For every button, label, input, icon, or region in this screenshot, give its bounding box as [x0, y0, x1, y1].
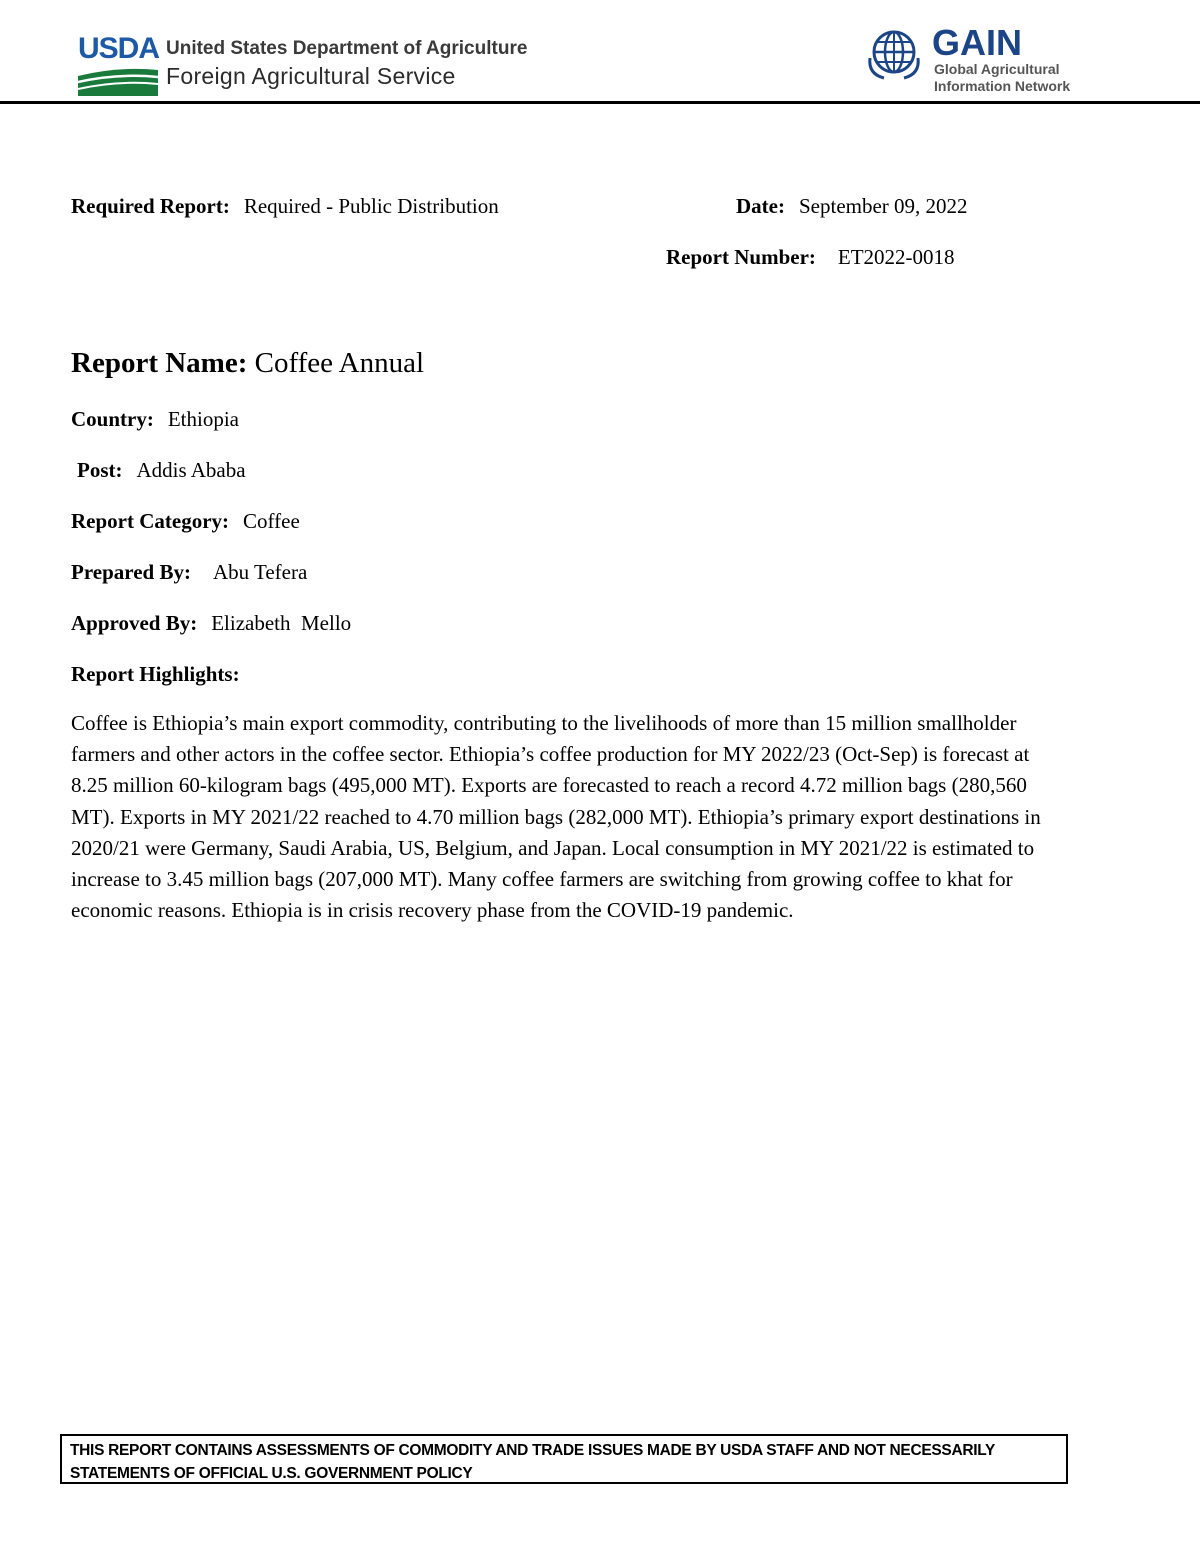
header-divider — [0, 101, 1200, 104]
required-report-label: Required Report: — [71, 194, 230, 218]
required-report-value: Required - Public Distribution — [243, 194, 499, 218]
disclaimer-line1: THIS REPORT CONTAINS ASSESSMENTS OF COMMODITY AND TRADE ISSUES MADE BY USDA STAFF AND NOT NECESSARILY — [70, 1442, 996, 1459]
post-value: Addis Ababa — [136, 458, 246, 482]
country-field — [71, 406, 239, 432]
department-name: United States Department of Agriculture — [166, 38, 528, 59]
date-label: Date: — [736, 194, 785, 218]
disclaimer-box — [60, 1434, 1068, 1484]
date-value: September 09, 2022 — [798, 194, 968, 218]
approved-by-value: Elizabeth Mello — [211, 611, 352, 635]
report-number-label: Report Number: — [666, 245, 816, 269]
report-category-label: Report Category: — [71, 509, 230, 533]
date-field — [736, 193, 968, 219]
report-category-field — [71, 508, 300, 534]
disclaimer-line2: STATEMENTS OF OFFICIAL U.S. GOVERNMENT POLICY — [70, 1465, 473, 1482]
prepared-by-field — [71, 559, 307, 585]
country-value: Ethiopia — [167, 407, 239, 431]
country-label: Country: — [71, 407, 154, 431]
report-name — [71, 345, 424, 381]
approved-by-field — [71, 610, 351, 636]
report-name-label: Report Name: — [71, 347, 248, 379]
report-highlights-label: Report Highlights: — [71, 662, 240, 686]
report-highlights-text: Coffee is Ethiopia’s main export commodity, contributing to the livelihoods of more than 15 million smallholder farmers and other actors in the coffee sector. Ethiopia’s coffee production for MY 2022/23 (Oct-Sep) is forecast at 8.25 million 60-kilogram bags (495,000 MT). Exports are forecasted to reach a record 4.72 million bags (280,560 MT). Exports in MY 2021/22 reached to 4.70 million bags (282,000 MT). Ethiopia’s primary export destinations in 2020/21 were Germany, Saudi Arabia, US, Belgium, and Japan. Local consumption in MY 2021/22 is estimated to increase to 3.45 million bags (207,000 MT). Many coffee farmers are switching from growing coffee to khat for economic reasons. Ethiopia is in crisis recovery phase from the COVID-19 pandemic. — [71, 711, 1041, 923]
post-label: Post: — [77, 458, 123, 482]
report-highlights-heading — [71, 661, 240, 687]
report-name-value: Coffee Annual — [254, 347, 425, 379]
service-name: Foreign Agricultural Service — [166, 63, 456, 89]
usda-field-graphic — [78, 66, 158, 96]
gain-subtitle-line1: Global Agricultural — [934, 61, 1060, 77]
usda-logo — [78, 32, 160, 96]
prepared-by-label: Prepared By: — [71, 560, 191, 584]
usda-wordmark: USDA — [78, 32, 160, 65]
gain-subtitle-line2: Information Network — [934, 78, 1071, 94]
report-category-value: Coffee — [243, 509, 300, 533]
report-number-field — [666, 244, 955, 270]
gain-wordmark: GAIN — [932, 22, 1022, 63]
post-field — [77, 457, 246, 483]
approved-by-label: Approved By: — [71, 611, 198, 635]
prepared-by-value: Abu Tefera — [212, 560, 308, 584]
required-report-field — [71, 193, 499, 219]
report-number-value: ET2022-0018 — [837, 245, 955, 269]
globe-icon — [866, 26, 922, 82]
